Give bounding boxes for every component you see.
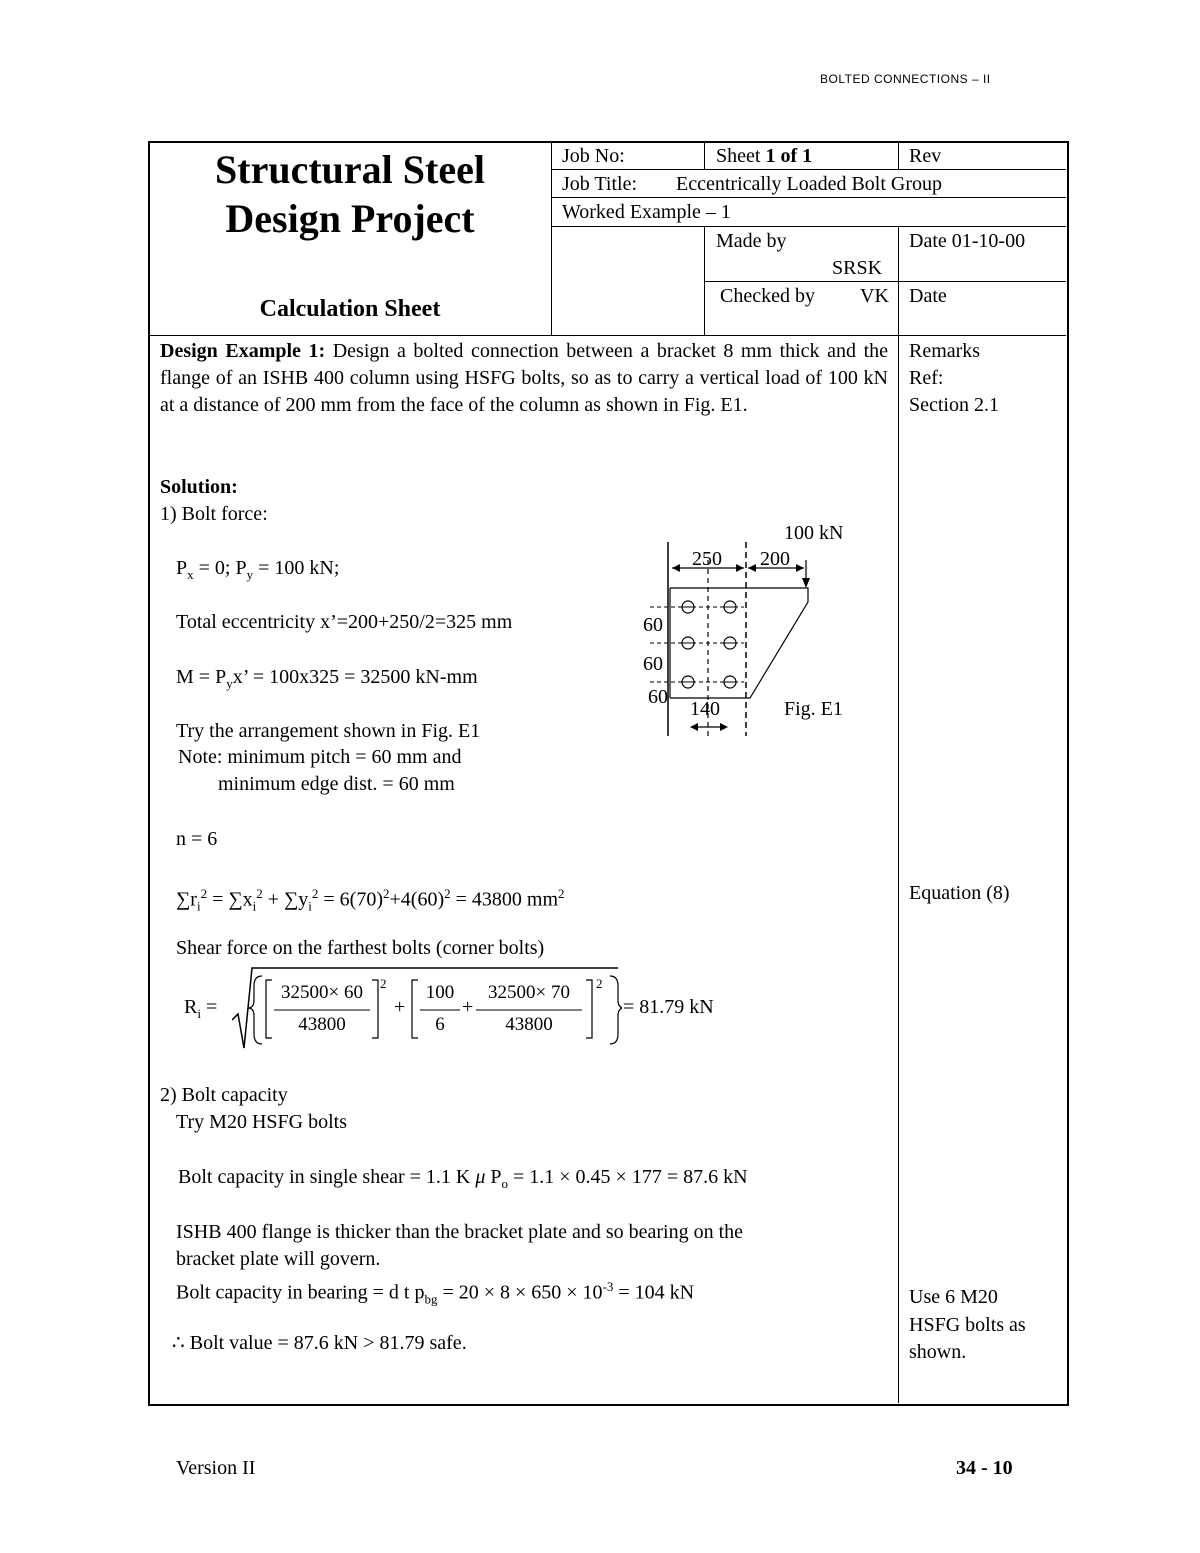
remarks-use-line2: HSFG bolts as bbox=[909, 1314, 1026, 1336]
sup-2-1: 2 bbox=[200, 886, 208, 901]
project-title-line2: Design Project bbox=[225, 196, 475, 241]
grid-line bbox=[704, 142, 705, 170]
resultant-formula bbox=[176, 962, 736, 1052]
formula-plus-2: + bbox=[462, 996, 474, 1018]
date-made: Date 01-10-00 bbox=[909, 230, 1026, 252]
x-symbol: x bbox=[242, 888, 253, 911]
rev-label: Rev bbox=[909, 145, 942, 167]
design-example-paragraph bbox=[160, 338, 888, 419]
calculation-sheet-label: Calculation Sheet bbox=[259, 296, 441, 322]
sigma-2: ∑ bbox=[228, 888, 243, 911]
sheet-of: of bbox=[780, 145, 798, 167]
checked-by-value: VK bbox=[860, 285, 889, 307]
sup-2-5: 2 bbox=[444, 886, 451, 901]
n-line: n = 6 bbox=[176, 828, 218, 850]
frac1-denominator: 43800 bbox=[298, 1014, 346, 1035]
worked-example: Worked Example – 1 bbox=[562, 201, 731, 223]
formula-eq: = bbox=[205, 996, 218, 1018]
bearing-exp: -3 bbox=[602, 1279, 614, 1294]
remarks-use-line1: Use 6 M20 bbox=[909, 1286, 998, 1308]
y-symbol: y bbox=[298, 888, 309, 911]
grid-line bbox=[898, 142, 899, 170]
exp-2: 2 bbox=[596, 976, 603, 991]
bearing-capacity-line bbox=[176, 1273, 694, 1313]
bearing-end: = 104 kN bbox=[613, 1281, 695, 1304]
job-title: Eccentrically Loaded Bolt Group bbox=[676, 173, 943, 195]
sigma-1: ∑ bbox=[176, 888, 191, 911]
formula-plus: + bbox=[394, 996, 406, 1018]
design-example-label: Design Example 1: bbox=[160, 340, 326, 362]
sum-r-squared-line bbox=[176, 880, 565, 920]
remarks-column-line bbox=[898, 226, 899, 1403]
moment-start: M = P bbox=[176, 666, 227, 688]
sheet-num: 1 bbox=[765, 145, 776, 167]
rhs-3: = 43800 mm bbox=[450, 888, 559, 911]
bolt-value-line: ∴ Bolt value = 87.6 kN > 81.79 safe. bbox=[172, 1332, 467, 1354]
px-py-line bbox=[176, 555, 339, 588]
checked-by-label: Checked by bbox=[720, 285, 815, 307]
formula-r: R bbox=[184, 996, 198, 1018]
x-subscript: x bbox=[187, 567, 194, 582]
load-label: 100 kN bbox=[784, 522, 844, 544]
mu-symbol: μ bbox=[475, 1166, 486, 1188]
figure-e1 bbox=[640, 520, 880, 750]
page-header: BOLTED CONNECTIONS – II bbox=[820, 72, 991, 86]
dim-60-c: 60 bbox=[648, 686, 668, 708]
sigma-3: ∑ bbox=[284, 888, 299, 911]
made-by-label: Made by bbox=[716, 230, 787, 252]
job-no-label: Job No: bbox=[562, 145, 625, 167]
dim-200: 200 bbox=[760, 548, 790, 570]
grid-line bbox=[704, 281, 1066, 282]
frac2-denominator: 6 bbox=[435, 1014, 445, 1035]
frac3-numerator: 32500× 70 bbox=[488, 982, 570, 1003]
figure-caption: Fig. E1 bbox=[784, 698, 843, 720]
try-arrangement-line: Try the arrangement shown in Fig. E1 bbox=[176, 720, 481, 742]
plus-1: + bbox=[262, 888, 285, 911]
shear-mid: P bbox=[485, 1166, 502, 1188]
note-edge-line: minimum edge dist. = 60 mm bbox=[218, 773, 455, 795]
frac3-denominator: 43800 bbox=[505, 1014, 553, 1035]
solution-heading: Solution: bbox=[160, 476, 238, 498]
bg-subscript: bg bbox=[424, 1291, 438, 1307]
bearing-note-line2: bracket plate will govern. bbox=[176, 1248, 381, 1270]
formula-r-sub: i bbox=[197, 1006, 201, 1021]
frac1-numerator: 32500× 60 bbox=[281, 982, 363, 1003]
bearing-start: Bolt capacity in bearing = d t p bbox=[176, 1281, 425, 1304]
sheet-number bbox=[716, 144, 812, 168]
dim-140: 140 bbox=[690, 698, 720, 720]
footer-version: Version II bbox=[176, 1457, 256, 1479]
remarks-equation: Equation (8) bbox=[909, 882, 1010, 904]
dim-60-b: 60 bbox=[643, 653, 663, 675]
bearing-note-line1: ISHB 400 flange is thicker than the bracket plate and so bearing on the bbox=[176, 1221, 744, 1243]
date-checked-label: Date bbox=[909, 285, 947, 307]
single-shear-line bbox=[178, 1164, 748, 1197]
sub-i-2: i bbox=[252, 898, 257, 914]
eccentricity-line: Total eccentricity x’=200+250/2=325 mm bbox=[176, 611, 513, 633]
remarks-heading: Remarks bbox=[909, 340, 981, 362]
moment-line bbox=[176, 664, 478, 697]
rhs-2: +4(60) bbox=[389, 888, 445, 911]
grid-line bbox=[551, 197, 1066, 198]
step1-heading: 1) Bolt force: bbox=[160, 503, 268, 525]
dim-250: 250 bbox=[692, 548, 722, 570]
equals-1: = bbox=[207, 888, 229, 911]
design-example-text: Design a bolted connection between a bracket 8 mm thick and the flange of an ISHB 400 column using HSFG bolts, so as to carry a vertical load of 100 kN at a distance of 200 mm from the face of the column as shown in Fig. E1. bbox=[160, 340, 889, 416]
step2-heading: 2) Bolt capacity bbox=[160, 1084, 288, 1106]
made-by-value: SRSK bbox=[832, 257, 883, 279]
y-subscript: y bbox=[246, 567, 254, 582]
r-symbol: r bbox=[190, 888, 197, 911]
project-title-line1: Structural Steel bbox=[215, 147, 485, 192]
sheet-prefix: Sheet bbox=[716, 145, 766, 167]
o-subscript: o bbox=[501, 1176, 508, 1191]
formula-result: = 81.79 kN bbox=[623, 996, 714, 1018]
sheet-total: 1 bbox=[802, 145, 813, 167]
remarks-section: Section 2.1 bbox=[909, 394, 999, 416]
sub-i-1: i bbox=[196, 898, 201, 914]
px-py-mid: = 0; P bbox=[193, 557, 247, 579]
grid-line bbox=[551, 169, 1066, 170]
shear-heading: Shear force on the farthest bolts (corner bolts) bbox=[176, 937, 545, 959]
formula-lhs bbox=[184, 994, 217, 1027]
job-title-label: Job Title: bbox=[562, 173, 638, 195]
rhs-1: = 6(70) bbox=[318, 888, 384, 911]
grid-line bbox=[551, 226, 1066, 227]
sub-i-3: i bbox=[308, 898, 312, 914]
title-block-divider bbox=[149, 335, 1066, 336]
sup-2-6: 2 bbox=[558, 886, 565, 901]
exp-1: 2 bbox=[380, 976, 387, 991]
remarks-ref: Ref: bbox=[909, 367, 944, 389]
p-symbol: P bbox=[176, 557, 188, 579]
sup-2-4: 2 bbox=[383, 886, 390, 901]
shear-end: = 1.1 × 0.45 × 177 = 87.6 kN bbox=[508, 1166, 748, 1188]
sqrt-and-brackets bbox=[232, 962, 622, 1052]
shear-start: Bolt capacity in single shear = 1.1 K bbox=[178, 1166, 476, 1188]
bearing-mid: = 20 × 8 × 650 × 10 bbox=[437, 1281, 603, 1304]
frac2-numerator: 100 bbox=[425, 982, 455, 1003]
remarks-use-line3: shown. bbox=[909, 1341, 967, 1363]
footer-page-number: 34 - 10 bbox=[956, 1457, 1013, 1479]
px-py-end: = 100 kN; bbox=[253, 557, 340, 579]
sup-2-3: 2 bbox=[311, 886, 319, 901]
try-bolts: Try M20 HSFG bolts bbox=[176, 1111, 347, 1133]
moment-end: x’ = 100x325 = 32500 kN-mm bbox=[232, 666, 478, 688]
sup-2-2: 2 bbox=[256, 886, 263, 901]
note-pitch-line: Note: minimum pitch = 60 mm and bbox=[178, 746, 462, 768]
moment-y-subscript: y bbox=[226, 676, 233, 691]
title-block-vline bbox=[551, 142, 552, 336]
dim-60-a: 60 bbox=[643, 614, 663, 636]
